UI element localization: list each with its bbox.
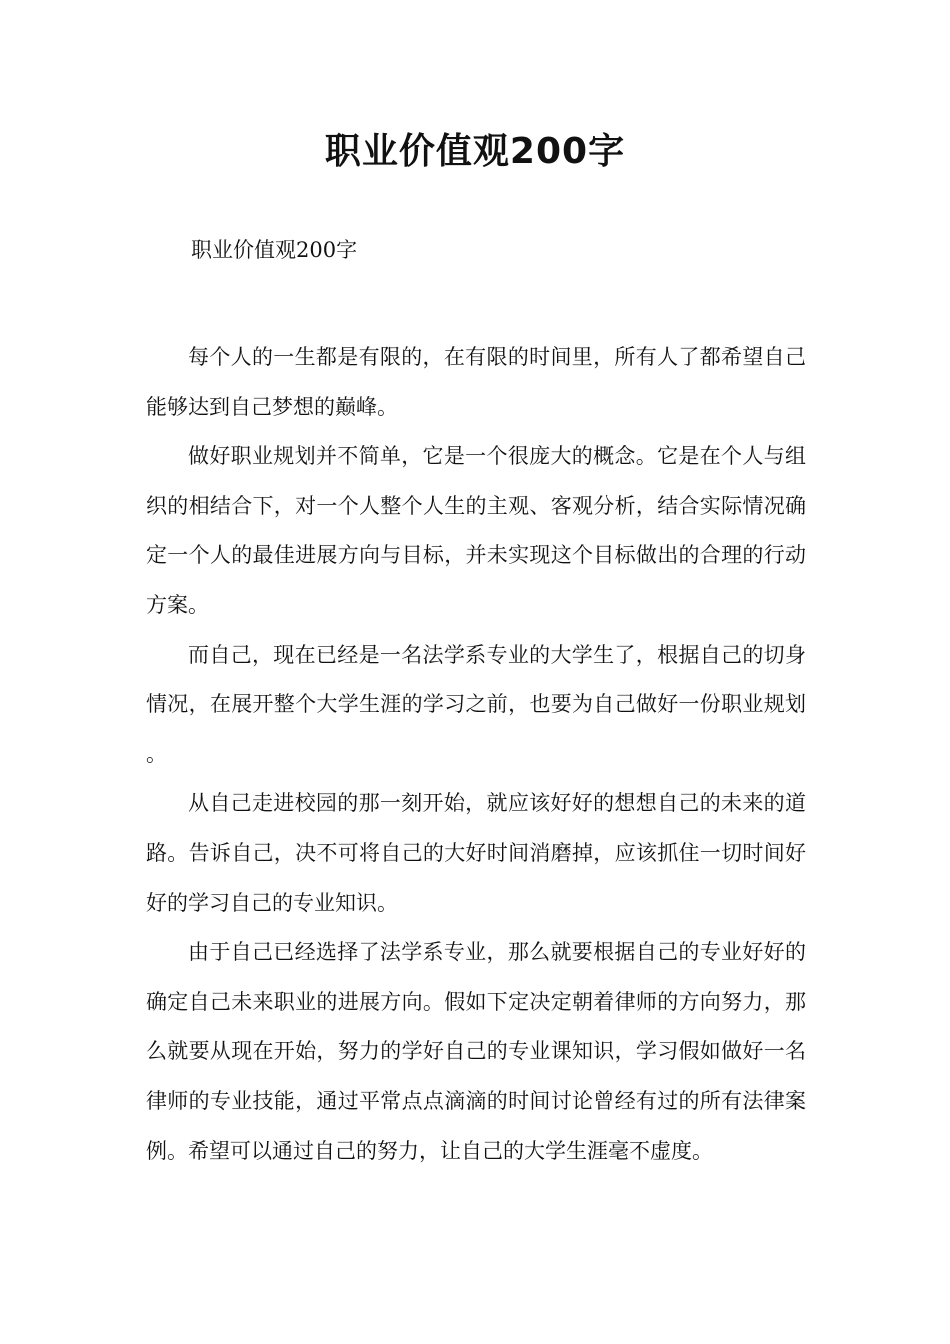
document-body xyxy=(146,333,806,1176)
paragraph: 由于自己已经选择了法学系专业，那么就要根据自己的专业好好的确定自己未来职业的进展方向。假如下定决定朝着律师的方向努力，那么就要从现在开始，努力的学好自己的专业课知识，学习假如做好一名律师的专业技能，通过平常点点滴滴的时间讨论曾经有过的所有法律案例。希望可以通过自己的努力，让自己的大学生涯毫不虚度。 xyxy=(146,940,806,1163)
document-title: 职业价值观200字 xyxy=(324,131,626,172)
paragraph: 从自己走进校园的那一刻开始，就应该好好的想想自己的未来的道路。告诉自己，决不可将自己的大好时间消磨掉，应该抓住一切时间好好的学习自己的专业知识。 xyxy=(146,791,806,915)
paragraph: 做好职业规划并不简单，它是一个很庞大的概念。它是在个人与组织的相结合下，对一个人整个人生的主观、客观分析，结合实际情况确定一个人的最佳进展方向与目标，并未实现这个目标做出的合理的行动方案。 xyxy=(146,444,806,617)
paragraph: 而自己，现在已经是一名法学系专业的大学生了，根据自己的切身情况，在展开整个大学生涯的学习之前，也要为自己做好一份职业规划。 xyxy=(146,642,806,766)
paragraph: 每个人的一生都是有限的，在有限的时间里，所有人了都希望自己能够达到自己梦想的巅峰。 xyxy=(146,345,806,419)
document-subtitle: 职业价值观200字 xyxy=(191,238,358,262)
